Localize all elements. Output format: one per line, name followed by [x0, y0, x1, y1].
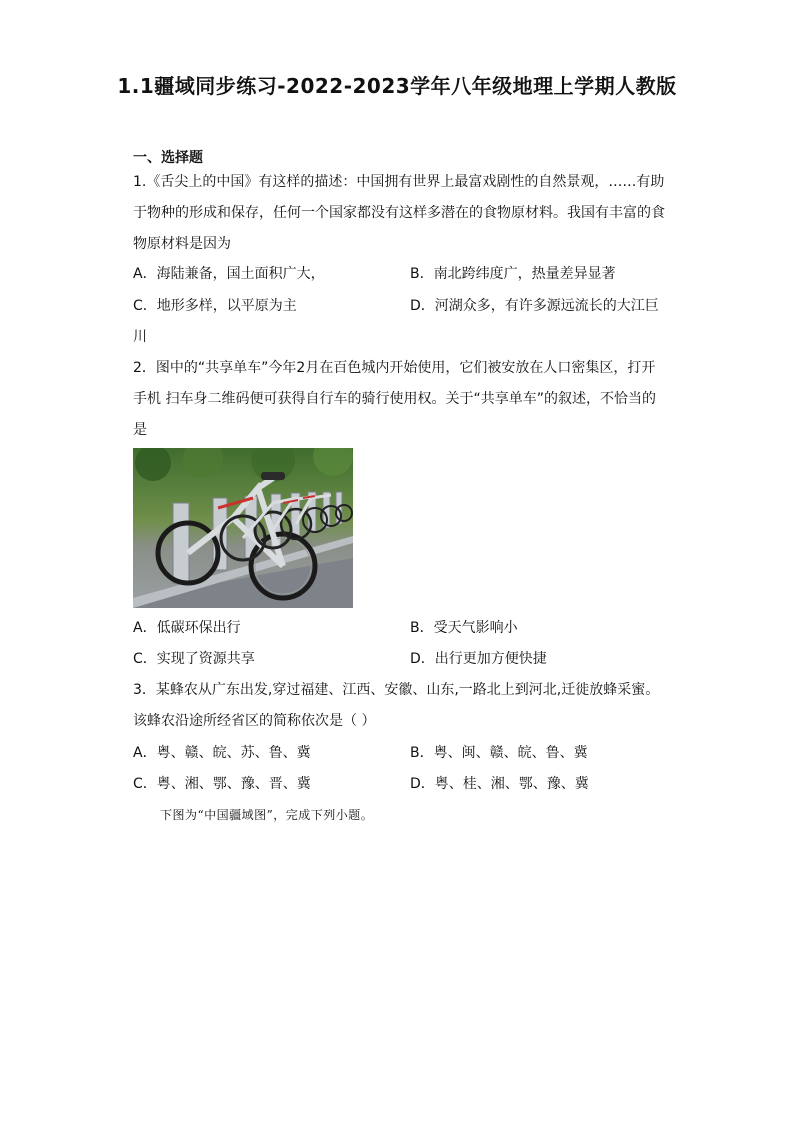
q3-option-a: A．粤、赣、皖、苏、鲁、冀 — [133, 745, 311, 761]
shared-bikes-photo — [133, 448, 353, 608]
q1-option-b: B．南北跨纬度广，热量差异显著 — [410, 266, 616, 282]
page-title: 1.1疆域同步练习-2022-2023学年八年级地理上学期人教版 — [117, 74, 677, 98]
q3-line-1: 3．某蜂农从广东出发,穿过福建、江西、安徽、山东,一路北上到河北,迁徙放蜂采蜜。 — [133, 682, 660, 698]
q1-line-3: 物原材料是因为 — [133, 236, 231, 252]
q3-line-2: 该蜂农沿途所经省区的简称依次是（ ） — [133, 713, 376, 729]
q1-option-d: D．河湖众多，有许多源远流长的大江巨 — [410, 298, 659, 314]
q1-line-1: 1.《舌尖上的中国》有这样的描述：中国拥有世界上最富戏剧性的自然景观，……有助 — [133, 174, 665, 190]
map-instruction-note: 下图为“中国疆域图”，完成下列小题。 — [160, 808, 374, 822]
q1-option-c: C．地形多样，以平原为主 — [133, 298, 297, 314]
q1-line-2: 于物种的形成和保存，任何一个国家都没有这样多潜在的食物原材料。我国有丰富的食 — [133, 205, 665, 221]
q2-option-b: B．受天气影响小 — [410, 620, 518, 636]
q2-line-3: 是 — [133, 422, 147, 438]
q1-option-a: A．海陆兼备，国土面积广大， — [133, 266, 325, 282]
q3-option-b: B．粤、闽、赣、皖、鲁、冀 — [410, 745, 588, 761]
q1-option-d-continued: 川 — [133, 329, 147, 345]
section-heading: 一、选择题 — [133, 150, 203, 166]
q3-option-c: C．粤、湘、鄂、豫、晋、冀 — [133, 776, 311, 792]
q2-option-c: C．实现了资源共享 — [133, 651, 255, 667]
q3-option-d: D．粤、桂、湘、鄂、豫、冀 — [410, 776, 589, 792]
q2-option-a: A．低碳环保出行 — [133, 620, 241, 636]
q2-option-d: D．出行更加方便快捷 — [410, 651, 547, 667]
q2-line-1: 2．图中的“共享单车”今年2月在百色城内开始使用，它们被安放在人口密集区，打开 — [133, 360, 656, 376]
q2-line-2: 手机 扫车身二维码便可获得自行车的骑行使用权。关于“共享单车”的叙述，不恰当的 — [133, 391, 656, 407]
